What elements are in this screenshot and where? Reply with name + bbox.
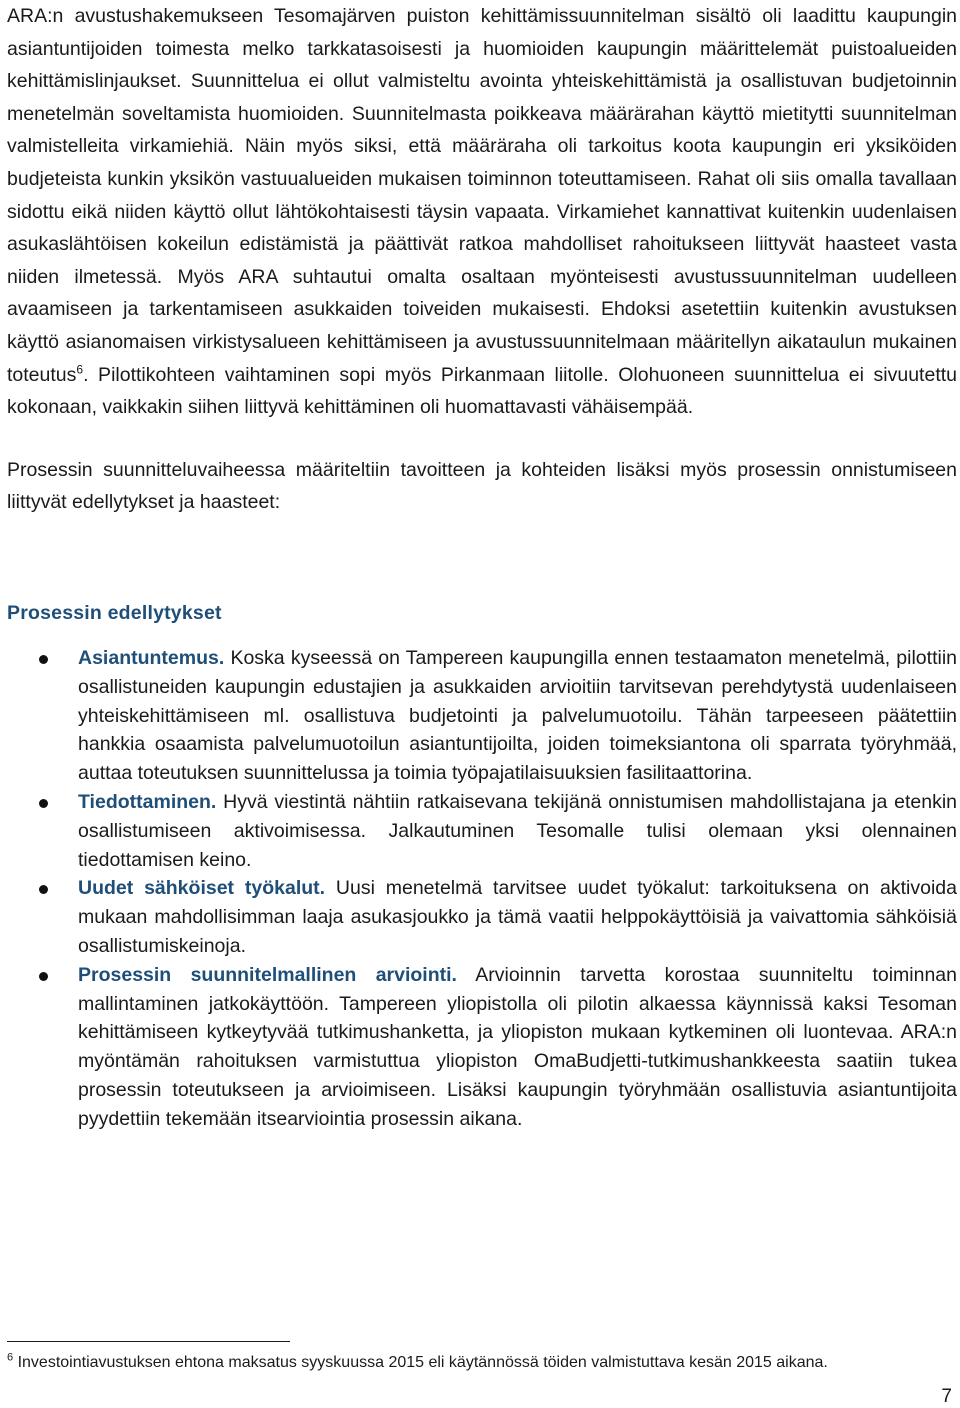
list-item-text: Uusi menetelmä tarvitsee uudet työkalut: tarkoituksena on aktivoida mukaan mahdollisimman laaja asukasjoukko ja tämä vaatii helppokäyttöisiä ja vaivattomia sähköisiä osallistumiskeinoja. (78, 877, 957, 957)
footnote-text: Investointiavustuksen ehtona maksatus syyskuussa 2015 eli käytännössä töiden valmistuttava kesän 2015 aikana. (17, 1354, 828, 1371)
list-item-title: Tiedottaminen. (78, 790, 217, 813)
bullet-icon (39, 655, 48, 664)
footnote (7, 1353, 828, 1373)
page-body (7, 0, 957, 519)
bullet-icon (39, 885, 48, 894)
list-item (7, 961, 957, 1134)
list-item-title: Asiantuntemus. (78, 647, 225, 669)
list-item-text: Koska kyseessä on Tampereen kaupungilla ennen testaamaton menetelmä, pilottiin osallistuneiden kaupungin edustajien ja asukkaiden arvioitiin tarvitsevan perehdytystä uudenlaiseen yhteiskehittämiseen ml. osallistuva budjetointi ja palvelumuotoilu. Tähän tarpeeseen päätettiin hankkia osaamista palvelumuotoilun asiantuntijoilta, joiden toimeksiantona oli sparrata työryhmää, auttaa toteutuksen suunnittelussa ja toimia työpajatilaisuuksien fasilitaattorina. (78, 647, 957, 785)
paragraph-1-text-continued: . Pilottikohteen vaihtaminen sopi myös Pirkanmaan liitolle. Olohuoneen suunnittelua ei sivuutettu kokonaan, vaikkakin siihen liittyvä kehittäminen oli huomattavasti vähäisempää. (7, 363, 957, 419)
paragraph-1-text: ARA:n avustushakemukseen Tesomajärven puiston kehittämissuunnitelman sisältö oli laadittu kaupungin asiantuntijoiden toimesta melko tarkkatasoisesti ja huomioiden kaupungin määrittelemät puistoalueiden kehittämislinjaukset. Suunnittelua ei ollut valmisteltu avointa yhteiskehittämistä ja osallistuvan budjetoinnin menetelmän soveltamista huomioiden. Suunnitelmasta poikkeava määrärahan käyttö mietitytti suunnitelman valmistelleita virkamiehiä. Näin myös siksi, että määräraha oli tarkoitus koota kaupungin eri yksiköiden budjeteista kunkin yksikön vastuualueiden mukaisen toiminnon toteuttamiseen. Rahat oli siis omalla tavallaan sidottu eikä niiden käyttö ollut lähtökohtaisesti täysin vapaata. Virkamiehet kannattivat kuitenkin uudenlaisen asukaslähtöisen kokeilun edistämistä ja päättivät ratkoa mahdolliset rahoitukseen liittyvät haasteet vasta niiden ilmetessä. Myös ARA suhtautui omalta osaltaan myönteisesti avustussuunnitelman uudelleen avaamiseen ja tarkentamiseen asukkaiden toiveiden mukaisesti. Ehdoksi asetettiin kuitenkin avustuksen käyttö asianomaisen virkistysalueen kehittämiseen ja avustussuunnitelmaan määritellyn aikataulun mukainen toteutus (7, 5, 957, 386)
list-item (7, 788, 957, 874)
bullet-icon (39, 972, 48, 981)
list-item-text: Arvioinnin tarvetta korostaa suunniteltu toiminnan mallintaminen jatkokäyttöön. Tampereen yliopistolla oli pilotin alkaessa käynnissä kaksi Tesoman kehittämiseen kytkeytyvää tutkimushanketta, ja yliopiston mukaan kytkeminen oli luontevaa. ARA:n myöntämän rahoituksen varmistuttua yliopiston OmaBudjetti-tutkimushankkeesta saatiin tukea prosessin toteutukseen ja arvioimiseen. Lisäksi kaupungin työryhmään osallistuvia asiantuntijoita pyydettiin tekemään itsearviointia prosessin aikana. (78, 963, 957, 1130)
list-item (7, 874, 957, 960)
list-item-title: Prosessin suunnitelmallinen arviointi. (78, 963, 457, 986)
list-item (7, 644, 957, 788)
body-paragraph-2: Prosessin suunnitteluvaiheessa määriteltiin tavoitteen ja kohteiden lisäksi myös prosessin onnistumiseen liittyvät edellytykset ja haasteet: (7, 458, 957, 514)
bullet-icon (39, 799, 48, 808)
body-paragraph-1 (7, 0, 957, 424)
list-item-title: Uudet sähköiset työkalut. (78, 877, 326, 900)
prerequisites-list (7, 644, 957, 1134)
list-item-text: Hyvä viestintä nähtiin ratkaisevana tekijänä onnistumisen mahdollistajana ja etenkin osallistumiseen aktivoimisessa. Jalkautuminen Tesomalle tulisi olemaan yksi olennainen tiedottamisen keino. (78, 790, 957, 871)
page-number: 7 (941, 1386, 952, 1407)
footnote-reference[interactable]: 6 (76, 362, 84, 377)
footnote-number: 6 (7, 1351, 14, 1364)
footnote-divider (7, 1341, 290, 1342)
section-heading: Prosessin edellytykset (7, 602, 222, 624)
